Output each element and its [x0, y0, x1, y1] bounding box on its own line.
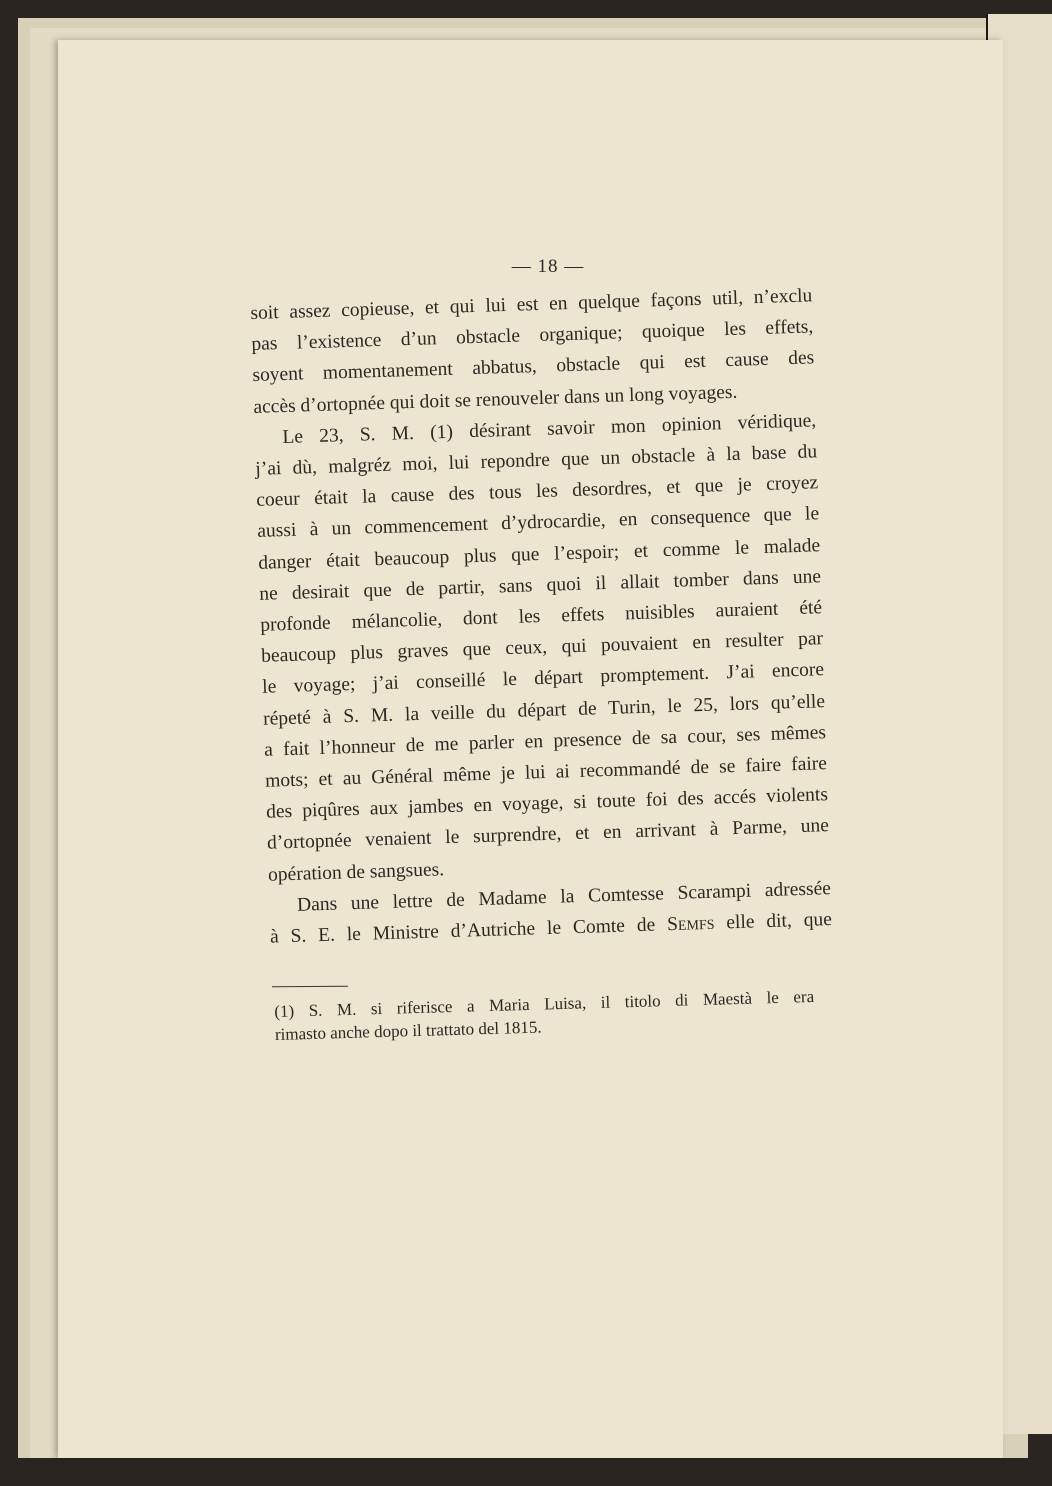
text-fragment: à S. E. le Ministre d’Autriche le Comte de	[269, 914, 668, 948]
text-line: Le 23, S. M. (1) désirant savoir mon opinion véridique,	[282, 410, 817, 448]
text-line: des piqûres aux jambes en voyage, si toute foi des accés violents	[265, 784, 829, 823]
text-line: accès d’ortopnée qui doit se renouveler dans un long voyages.	[253, 381, 738, 418]
text-line: mots; et au Général même je lui ai recommandé de se faire faire	[264, 753, 828, 792]
text-line: le voyage; j’ai conseillé le départ promptement. J’ai encore	[261, 659, 825, 699]
text-line: opération de sangsues.	[267, 858, 445, 886]
text-line: Dans une lettre de Madame la Comtesse Scarampi adressée	[296, 877, 832, 916]
page-number: — 18 —	[511, 256, 585, 277]
text-line: a fait l’honneur de me parler en presence de sa cour, ses mêmes	[263, 721, 827, 761]
text-line: soyent momentanement abbatus, obstacle qui est cause des	[252, 347, 815, 387]
text-line: soit assez copieuse, et qui lui est en quelque façons util, n’exclu	[250, 285, 813, 324]
footnote-line: (1) S. M. si riferisce a Maria Luisa, il titolo di Maestà le era	[274, 986, 815, 1021]
text-line: j’ai dù, malgréz moi, lui repondre que un obstacle à la base du	[255, 441, 818, 480]
footnote-line: rimasto anche dopo il trattato del 1815.	[274, 1017, 542, 1044]
text-line: d’ortopnée venaient le surprendre, et en arrivant à Parme, une	[266, 815, 830, 855]
text-line: aussi à un commencement d’ydrocardie, en consequence que le	[257, 503, 820, 543]
text-line: pas l’existence d’un obstacle organique; quoique les effets,	[251, 316, 814, 356]
text-fragment: elle dit, que	[714, 909, 833, 934]
text-line: coeur était la cause des tous les desordres, et que je croyez	[256, 472, 819, 512]
text-line: danger était beaucoup plus que l’espoir; et comme le malade	[257, 534, 821, 574]
text-line: beaucoup plus graves que ceux, qui pouvaient en resulter par	[260, 628, 824, 668]
smallcaps-name: Semfs	[666, 912, 715, 936]
text-line: profonde mélancolie, dont les effets nuisibles auraient été	[259, 597, 823, 636]
body-text	[250, 280, 832, 953]
text-line: répeté à S. M. la veille du départ de Turin, le 25, lors qu’elle	[262, 690, 826, 730]
text-line: ne desirait que de partir, sans quoi il allait tomber dans une	[258, 566, 822, 605]
